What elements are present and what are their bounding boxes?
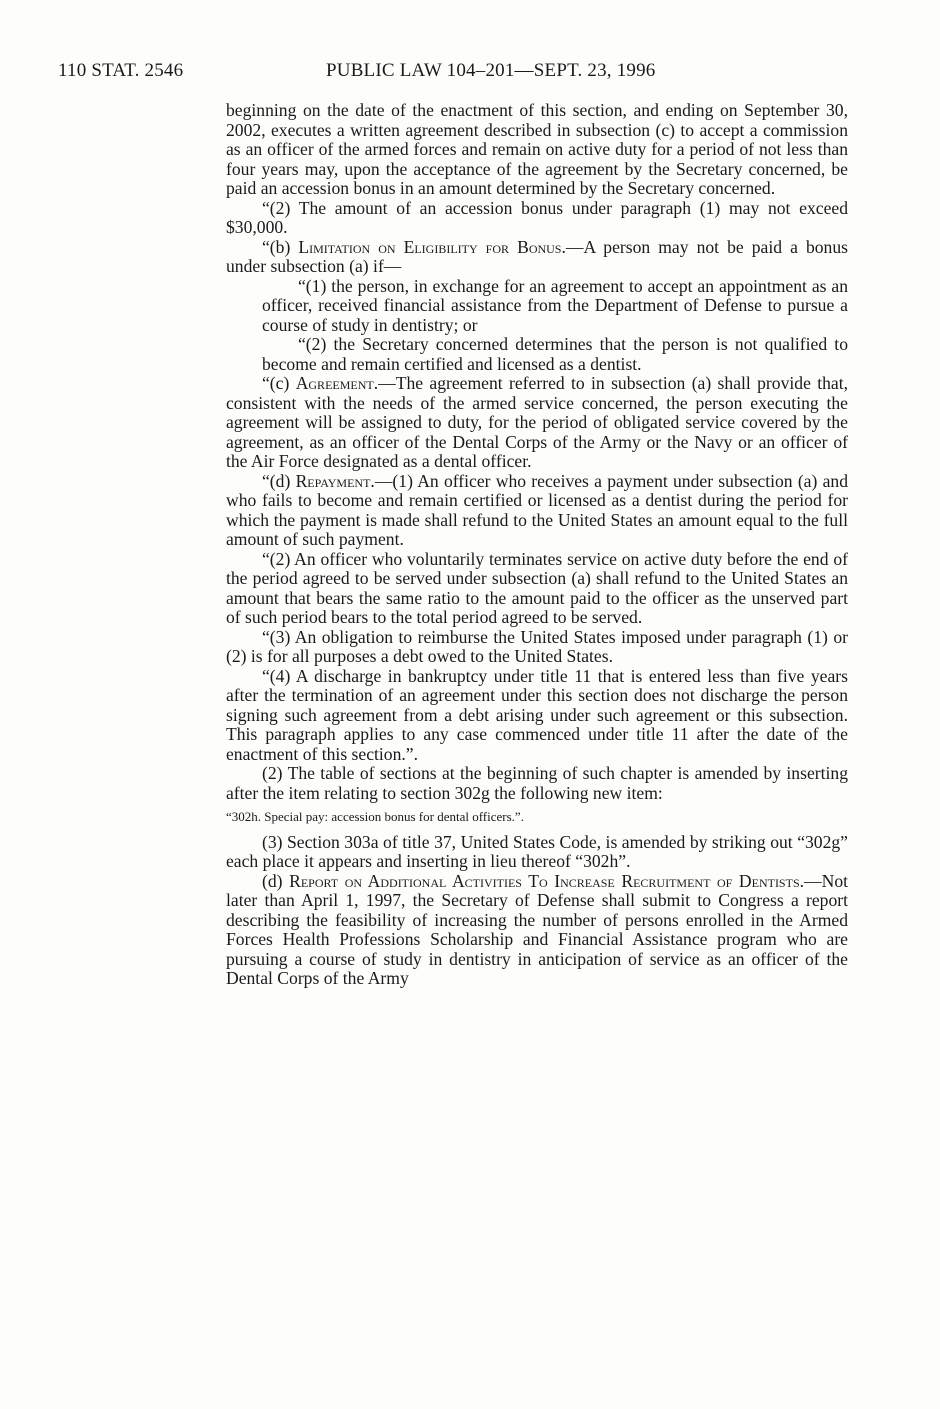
paragraph-b bbox=[226, 238, 848, 277]
paragraph-report bbox=[226, 872, 848, 989]
paragraph-d2: “(2) An officer who voluntarily terminates service on active duty before the end of the period agreed to be served under subsection (a) shall refund to the United States an amount that bears the same ratio to the amount paid to the officer as the unserved part of such period bears to the total period agreed to be served. bbox=[226, 548, 848, 627]
paragraph-c bbox=[226, 374, 848, 472]
paragraph-section-303a: (3) Section 303a of title 37, United States Code, is amended by striking out “302g” each place it appears and inserting in lieu thereof “302h”. bbox=[226, 831, 848, 871]
paragraph-c-prefix: “(c) bbox=[262, 373, 296, 393]
paragraph-table-amendment: (2) The table of sections at the beginning of such chapter is amended by inserting after the item relating to section 302g the following new item: bbox=[226, 763, 848, 803]
paragraph-d-text: —(1) An officer who receives a payment under subsection (a) and who fails to become and remain certified or licensed as a dentist during the period for which the payment is made shall refund to the United States an amount equal to the full amount of such payment. bbox=[226, 470, 848, 549]
paragraph-d bbox=[226, 472, 848, 550]
paragraph-d3: “(3) An obligation to reimburse the United States imposed under paragraph (1) or (2) is for all purposes a debt owed to the United States. bbox=[226, 626, 848, 666]
paragraph-c-heading: Agreement. bbox=[295, 373, 379, 393]
statute-page-number: 110 STAT. 2546 bbox=[58, 60, 184, 81]
paragraph-b-prefix: “(b) bbox=[262, 236, 299, 257]
paragraph-report-heading: Report on Additional Activities To Increase Recruitment of Dentists. bbox=[289, 870, 805, 891]
paragraph-d-prefix: “(d) bbox=[262, 470, 296, 491]
table-of-sections-item: “302h. Special pay: accession bonus for dental officers.”. bbox=[226, 809, 524, 824]
paragraph-d4: “(4) A discharge in bankruptcy under title 11 that is entered less than five years after the termination of an agreement under this section does not discharge the person signing such agreement from a debt arising under such agreement or this subsection. This paragraph applies to any case commenced under title 11 after the date of the enactment of this section.”. bbox=[226, 665, 848, 764]
paragraph-b2: “(2) the Secretary concerned determines that the person is not qualified to become and remain certified and licensed as a dentist. bbox=[262, 334, 848, 374]
public-law-citation: PUBLIC LAW 104–201—SEPT. 23, 1996 bbox=[326, 60, 656, 81]
paragraph-report-text: —Not later than April 1, 1997, the Secretary of Defense shall submit to Congress a report describing the feasibility of increasing the number of persons enrolled in the Armed Forces Health Professions Scholarship and Financial Assistance program who are pursuing a course of study in dentistry in anticipation of service as an officer of the Dental Corps of the Army bbox=[226, 870, 848, 988]
paragraph-report-prefix: (d) bbox=[262, 870, 290, 891]
paragraph-b1: “(1) the person, in exchange for an agreement to accept an appointment as an officer, received financial assistance from the Department of Defense to pursue a course of study in dentistry; or bbox=[262, 275, 848, 335]
paragraph-b-text: —A person may not be paid a bonus under subsection (a) if— bbox=[226, 236, 848, 276]
paragraph-b-heading: Limitation on Eligibility for Bonus. bbox=[298, 236, 566, 257]
document-body bbox=[226, 101, 848, 989]
page-header bbox=[58, 60, 848, 88]
paragraph-c-text: —The agreement referred to in subsection (a) shall provide that, consistent with the needs of the armed service concerned, the person executing the agreement will be assigned to duty, for the period of obligated service covered by the agreement, as an officer of the Dental Corps of the Army or the Navy or an officer of the Air Force designated as a dental officer. bbox=[226, 373, 848, 471]
paragraph-d-heading: Repayment. bbox=[295, 470, 375, 491]
paragraph-a2: “(2) The amount of an accession bonus under paragraph (1) may not exceed $30,000. bbox=[226, 197, 848, 237]
paragraph-continuation: beginning on the date of the enactment of this section, and ending on September 30, 2002, executes a written agreement described in subsection (c) to accept a commission as an officer of the armed forces and remain on active duty for a period of not less than four years may, upon the acceptance of the agreement by the Secretary concerned, be paid an accession bonus in an amount determined by the Secretary concerned. bbox=[226, 100, 848, 198]
